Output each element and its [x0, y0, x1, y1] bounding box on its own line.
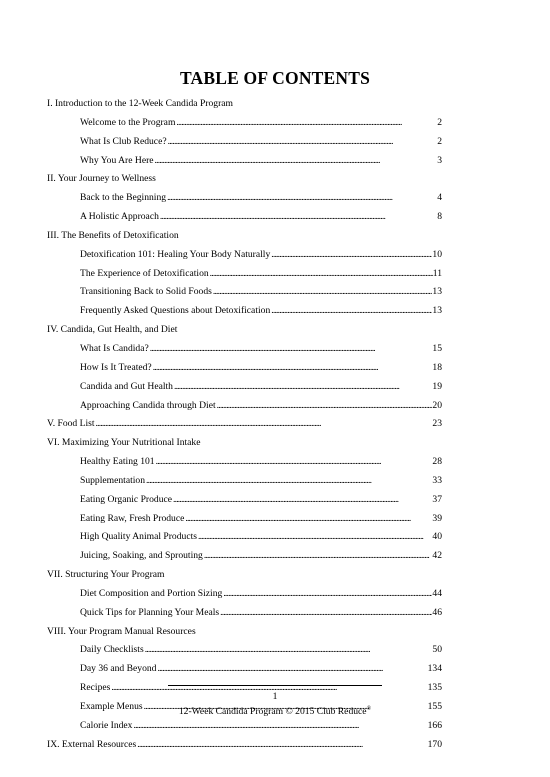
toc-entry-page-number: 46: [432, 606, 442, 618]
toc-entry-label: II. Your Journey to Wellness: [47, 173, 156, 185]
dot-leader: [271, 246, 432, 265]
toc-entry-label: VI. Maximizing Your Nutritional Intake: [47, 437, 201, 449]
dot-leader: [174, 378, 432, 397]
toc-entry-label: What Is Candida?: [80, 342, 149, 354]
toc-subsection[interactable]: [47, 359, 442, 378]
dot-leader: [150, 340, 433, 359]
toc-entry-label: IV. Candida, Gut Health, and Diet: [47, 324, 178, 336]
toc-section[interactable]: [47, 736, 442, 755]
toc-subsection[interactable]: [47, 152, 442, 171]
toc-entry-label: Healthy Eating 101: [80, 456, 155, 468]
toc-entry-label: A Holistic Approach: [80, 211, 159, 223]
toc-subsection[interactable]: [47, 585, 442, 604]
toc-section[interactable]: [47, 623, 442, 642]
dot-leader: [153, 359, 433, 378]
toc-subsection[interactable]: [47, 547, 442, 566]
dot-leader: [168, 133, 438, 152]
toc-entry-page-number: 170: [427, 738, 442, 750]
registered-mark: ®: [366, 706, 372, 712]
toc-subsection[interactable]: [47, 717, 442, 736]
toc-subsection[interactable]: [47, 472, 442, 491]
toc-subsection[interactable]: [47, 528, 442, 547]
toc-entry-page-number: 10: [432, 248, 442, 260]
page-title: TABLE OF CONTENTS: [179, 68, 371, 88]
dot-leader: [157, 660, 427, 679]
toc-entry-label: Example Menus: [80, 701, 143, 712]
toc-section[interactable]: [47, 95, 442, 114]
toc-entry-label: Candida and Gut Health: [80, 380, 173, 392]
toc-entry-page-number: 23: [432, 418, 442, 430]
table-of-contents: [47, 95, 442, 755]
dot-leader: [210, 265, 433, 284]
toc-entry-label: Recipes: [80, 682, 111, 694]
toc-entry-page-number: 33: [432, 474, 442, 486]
dot-leader: [133, 717, 427, 736]
toc-subsection[interactable]: [47, 660, 442, 679]
toc-entry-page-number: 166: [427, 719, 442, 731]
toc-entry-label: Why You Are Here: [80, 154, 154, 166]
toc-subsection[interactable]: [47, 208, 442, 227]
toc-entry-label: Day 36 and Beyond: [80, 663, 157, 675]
toc-subsection[interactable]: [47, 133, 442, 152]
dot-leader: [160, 208, 437, 227]
dot-leader: [223, 585, 432, 604]
toc-section[interactable]: [47, 321, 442, 340]
toc-subsection[interactable]: [47, 491, 442, 510]
dot-leader: [96, 415, 433, 434]
toc-subsection[interactable]: [47, 378, 442, 397]
toc-subsection[interactable]: [47, 340, 442, 359]
toc-subsection[interactable]: [47, 265, 442, 284]
toc-entry-label: High Quality Animal Products: [80, 531, 197, 543]
toc-section[interactable]: [47, 415, 442, 434]
toc-entry-label: III. The Benefits of Detoxification: [47, 229, 179, 241]
toc-entry-label: I. Introduction to the 12-Week Candida Program: [47, 98, 233, 109]
toc-subsection[interactable]: [47, 453, 442, 472]
dot-leader: [145, 641, 433, 660]
toc-entry-label: Frequently Asked Questions about Detoxification: [80, 305, 271, 317]
toc-entry-label: Approaching Candida through Diet: [80, 399, 216, 411]
toc-entry-label: Supplementation: [80, 474, 146, 486]
toc-section[interactable]: [47, 170, 442, 189]
toc-subsection[interactable]: [47, 302, 442, 321]
toc-entry-page-number: 8: [437, 211, 442, 223]
toc-entry-page-number: 2: [437, 116, 442, 128]
toc-entry-page-number: 28: [432, 456, 442, 468]
dot-leader: [155, 152, 438, 171]
dot-leader: [213, 283, 433, 302]
toc-entry-page-number: 2: [437, 135, 442, 147]
dot-leader: [176, 114, 437, 133]
dot-leader: [137, 736, 427, 755]
dot-leader: [185, 510, 432, 529]
toc-entry-label: VIII. Your Program Manual Resources: [47, 625, 196, 637]
toc-subsection[interactable]: [47, 510, 442, 529]
toc-entry-label: VII. Structuring Your Program: [47, 569, 165, 581]
toc-entry-label: Quick Tips for Planning Your Meals: [80, 606, 220, 618]
toc-subsection[interactable]: [47, 189, 442, 208]
footer-copyright: [0, 706, 550, 717]
toc-entry-page-number: 155: [427, 701, 442, 712]
toc-subsection[interactable]: [47, 283, 442, 302]
dot-leader: [220, 604, 432, 623]
toc-entry-page-number: 11: [432, 267, 442, 279]
dot-leader: [271, 302, 432, 321]
toc-entry-page-number: 15: [432, 342, 442, 354]
toc-entry-page-number: 20: [432, 399, 442, 411]
dot-leader: [204, 547, 433, 566]
toc-entry-label: Eating Raw, Fresh Produce: [80, 512, 185, 524]
toc-entry-page-number: 19: [432, 380, 442, 392]
toc-entry-label: V. Food List: [47, 418, 95, 430]
toc-entry-page-number: 44: [432, 587, 442, 599]
footer-page-number: 1: [272, 691, 278, 702]
toc-subsection[interactable]: [47, 114, 442, 133]
toc-entry-page-number: 13: [432, 286, 442, 298]
toc-entry-label: Diet Composition and Portion Sizing: [80, 587, 223, 599]
toc-entry-label: Detoxification 101: Healing Your Body Naturally: [80, 248, 271, 260]
toc-entry-label: Juicing, Soaking, and Sprouting: [80, 550, 203, 562]
toc-entry-page-number: 50: [432, 644, 442, 656]
toc-entry-page-number: 18: [432, 361, 442, 373]
toc-subsection[interactable]: [47, 397, 442, 416]
toc-entry-label: IX. External Resources: [47, 738, 137, 750]
toc-entry-label: Back to the Beginning: [80, 192, 167, 204]
toc-entry-label: Eating Organic Produce: [80, 493, 173, 505]
toc-entry-page-number: 134: [427, 663, 442, 675]
dot-leader: [146, 472, 432, 491]
toc-subsection[interactable]: [47, 604, 442, 623]
toc-entry-label: Daily Checklists: [80, 644, 144, 656]
toc-section[interactable]: [47, 227, 442, 246]
toc-entry-page-number: 4: [437, 192, 442, 204]
toc-entry-page-number: 37: [432, 493, 442, 505]
toc-entry-page-number: 42: [432, 550, 442, 562]
dot-leader: [167, 189, 437, 208]
footer-divider: [168, 685, 382, 686]
toc-entry-label: How Is It Treated?: [80, 361, 152, 373]
footer-copyright-text: 12-Week Candida Program © 2015 Club Reduce: [178, 706, 367, 718]
toc-section[interactable]: [47, 434, 442, 453]
toc-entry-page-number: 13: [432, 305, 442, 317]
toc-entry-page-number: 39: [432, 512, 442, 524]
toc-entry-page-number: 3: [437, 154, 442, 166]
toc-subsection[interactable]: [47, 641, 442, 660]
toc-entry-label: The Experience of Detoxification: [80, 267, 209, 279]
toc-section[interactable]: [47, 566, 442, 585]
toc-entry-label: Transitioning Back to Solid Foods: [80, 286, 212, 298]
toc-entry-page-number: 135: [427, 682, 442, 694]
toc-subsection[interactable]: [47, 246, 442, 265]
toc-entry-label: Calorie Index: [80, 719, 133, 731]
dot-leader: [217, 397, 433, 416]
toc-entry-label: Welcome to the Program: [80, 116, 176, 128]
toc-entry-page-number: 40: [432, 531, 442, 543]
dot-leader: [173, 491, 432, 510]
dot-leader: [156, 453, 433, 472]
dot-leader: [198, 528, 432, 547]
toc-entry-label: What Is Club Reduce?: [80, 135, 167, 147]
